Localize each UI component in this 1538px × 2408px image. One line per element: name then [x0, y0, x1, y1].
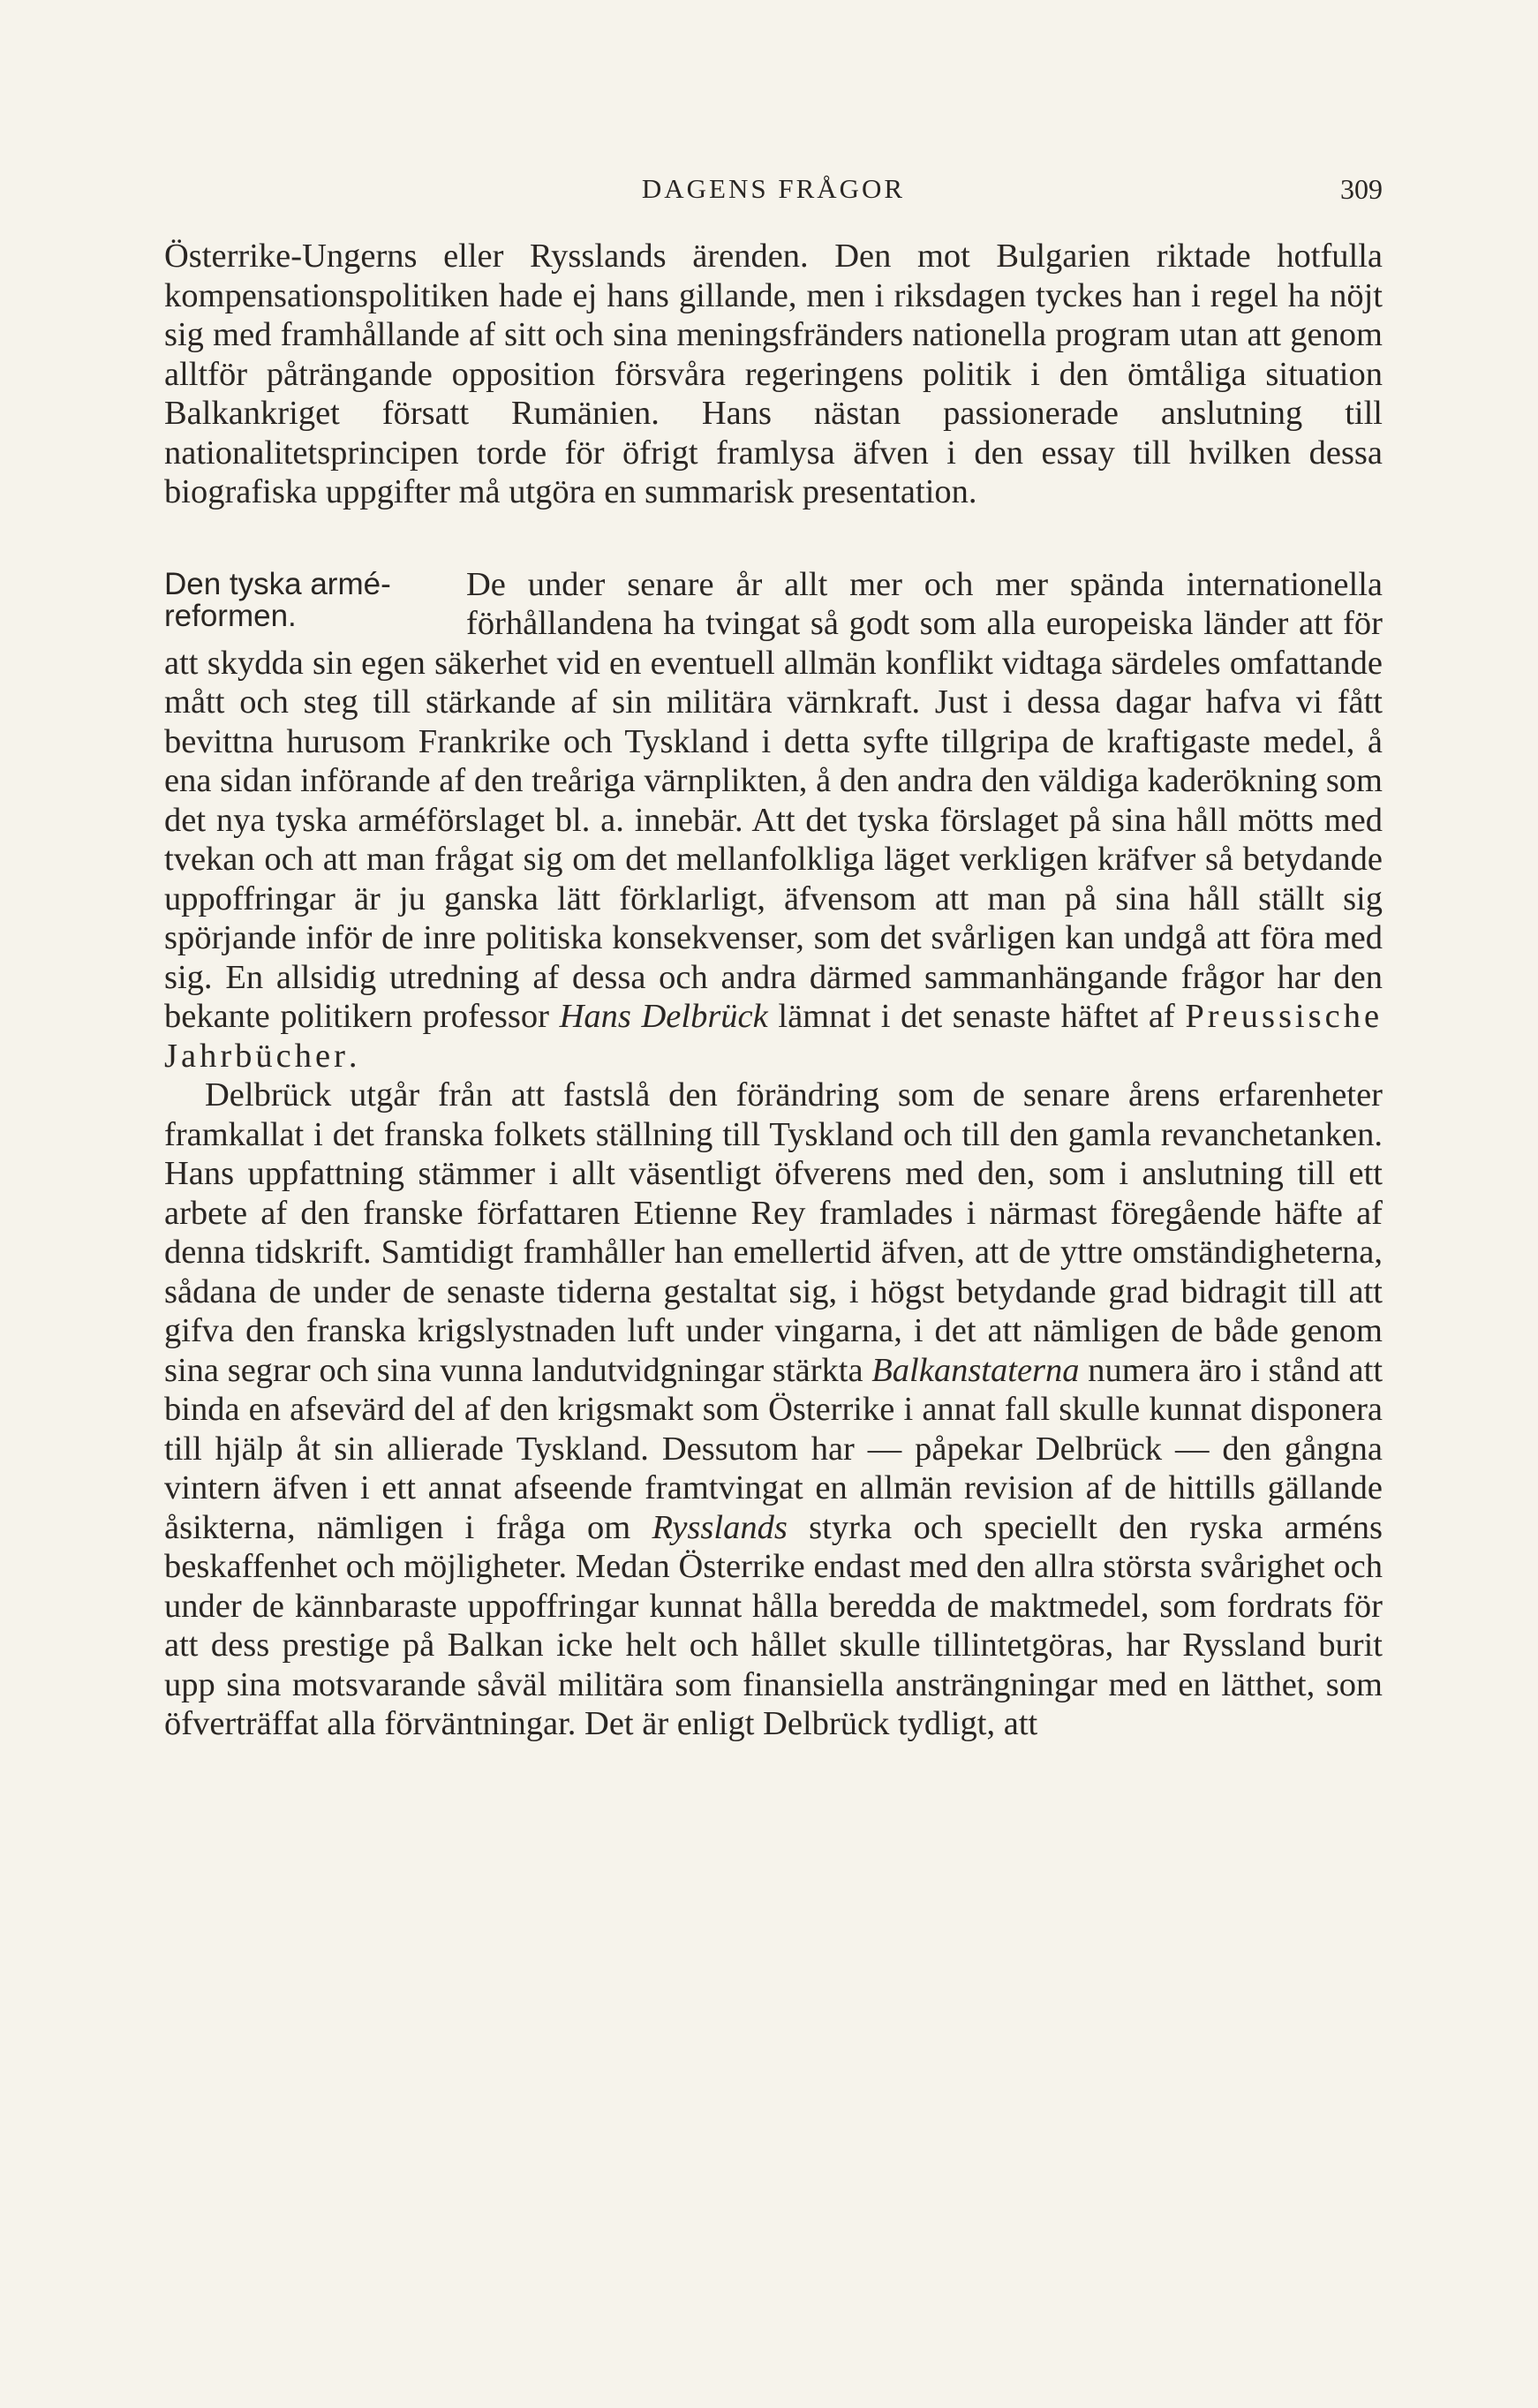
- page-number: 309: [1340, 173, 1383, 205]
- italic-rysslands: Rysslands: [652, 1508, 788, 1546]
- italic-balkanstaterna: Balkanstaterna: [871, 1351, 1080, 1389]
- body-text: [164, 237, 1383, 1744]
- paragraph-2: [164, 565, 1383, 1076]
- paragraph-2-text: De under senare år allt mer och mer spända internationella förhållandena ha tvingat så godt som alla europeiska länder att för att skydda sin egen säkerhet vid en eventuell allmän konflikt vidtaga särdeles omfattande mått och steg till stärkande af sin militära värnkraft. Just i dessa dagar hafva vi fått bevittna hurusom Frankrike och Tyskland i detta syfte tillgripa de kraftigaste medel, å ena sidan införande af den treåriga värnplikten, å den andra den väldiga kaderökning som det nya tyska arméförslaget bl. a. innebär. Att det tyska förslaget på sina håll mötts med tvekan och att man frågat sig om det mellanfolkliga läget verkligen kräfver så betydande uppoffringar är ju ganska lätt förklarligt, äfvensom att man på sina håll ställt sig spörjande inför de inre politiska konsekvenser, som det svårligen kan undgå att föra med sig. En allsidig utredning af dessa och andra därmed sammanhängande frågor har den bekante politikern professor: [164, 565, 1383, 1035]
- paragraph-3-text-b: numera äro i stånd att binda en afsevärd del af den krigsmakt som Österrike i annat fall skulle kunnat disponera till hjälp åt sin allierade Tyskland. Dessutom har — påpekar Delbrück — den gångna vintern äfven i ett annat afseende framtvingat en allmän revision af de hittills gällande åsikterna, nämligen i fråga om: [164, 1351, 1383, 1546]
- sidehead-line-1: Den tyska armé-: [164, 566, 391, 601]
- paragraph-3-text-c: styrka och speciellt den ryska arméns beskaffenhet och möjligheter. Medan Österrike endast med den allra största svårighet och under de kännbaraste uppoffringar kunnat hålla beredda de maktmedel, som fordrats för att dess prestige på Balkan icke helt och hållet skulle tillintetgöras, har Ryssland burit upp sina motsvarande såväl militära som finansiella ansträngningar med en lätthet, som öfverträffat alla förväntningar. Det är enligt Delbrück tydligt, att: [164, 1508, 1383, 1742]
- section-gap: [164, 512, 1383, 565]
- paragraph-1: Österrike-Ungerns eller Rysslands ärenden. Den mot Bulgarien riktade hotfulla kompensationspolitiken hade ej hans gillande, men i riksdagen tyckes han i regel ha nöjt sig med framhållande af sitt och sina meningsfränders nationella program utan att genom alltför påträngande opposition försvåra regeringens politik i den ömtåliga situation Balkankriget försatt Rumänien. Hans nästan passionerade anslutning till nationalitetsprincipen torde för öfrigt framlysa äfven i den essay till hvilken dessa biografiska uppgifter må utgöra en summarisk presentation.: [164, 238, 1383, 510]
- running-head: DAGENS FRÅGOR: [641, 173, 906, 204]
- author-name: Hans Delbrück: [559, 998, 768, 1035]
- page-header: [164, 173, 1383, 215]
- sidehead-line-2: reformen.: [164, 598, 297, 633]
- section-sidehead: [164, 566, 449, 633]
- paragraph-2-text-b: lämnat i det senaste häftet af: [778, 998, 1175, 1035]
- paragraph-3: [164, 1076, 1383, 1744]
- paragraph-3-text: Delbrück utgår från att fastslå den förändring som de senare årens erfarenheter framkallat i det franska folkets ställning till Tyskland och till den gamla revanchetanken. Hans uppfattning stämmer i allt väsentligt öfverens med den, som i anslutning till ett arbete af den franske författaren Etienne Rey framlades i närmast föregående häfte af denna tidskrift. Samtidigt framhåller han emellertid äfven, att de yttre omständigheterna, sådana de under de senaste tiderna gestaltat sig, i högst betydande grad bidragit till att gifva den franska krigslystnaden luft under vingarna, i det att nämligen de både genom sina segrar och sina vunna landutvidgningar stärkta: [164, 1076, 1383, 1389]
- journal-name: Preussische Jahrbücher: [164, 998, 1383, 1075]
- paragraph-2-end: .: [348, 1037, 358, 1075]
